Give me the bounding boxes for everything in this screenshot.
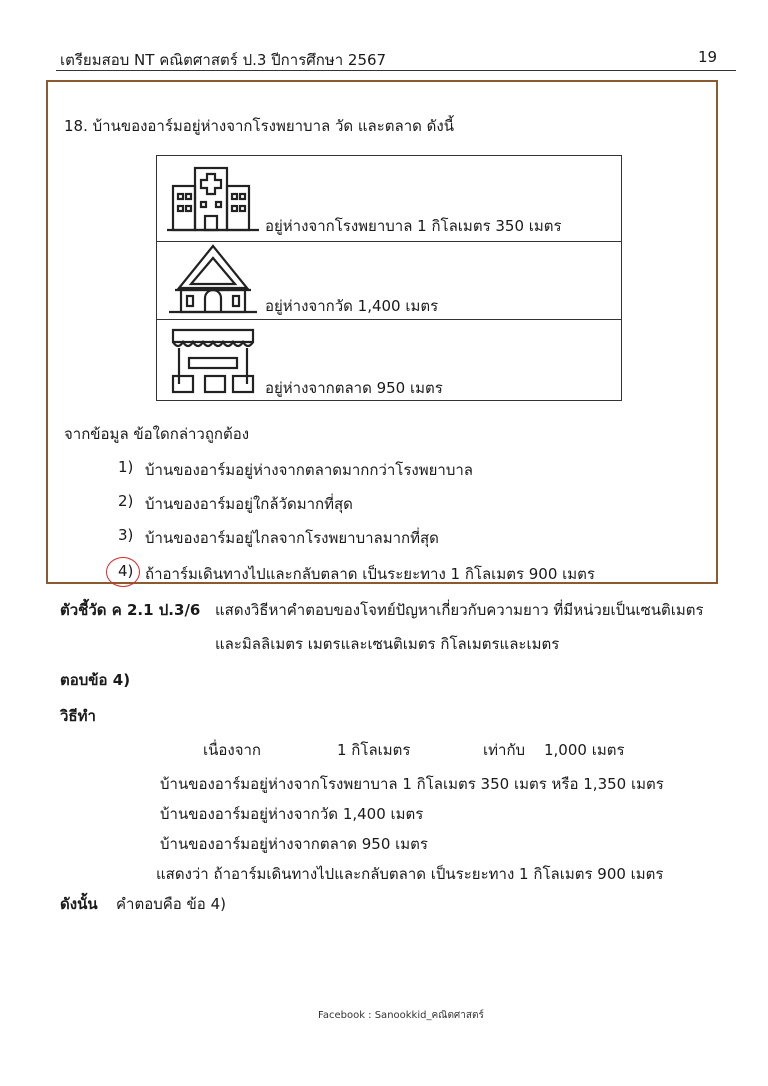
table-row [157,320,621,402]
method-unit-left: 1 กิโลเมตร [337,741,411,759]
hospital-distance-text: อยู่ห่างจากโรงพยาบาล 1 กิโลเมตร 350 เมตร [265,217,562,235]
indicator-line-2: และมิลลิเมตร เมตรและเซนติเมตร กิโลเมตรและเมตร [215,635,560,653]
conclusion-label: ดังนั้น [60,895,98,913]
market-icon [165,324,261,396]
market-distance-text: อยู่ห่างจากตลาด 950 เมตร [265,379,443,397]
table-row [157,156,621,242]
question-prompt: จากข้อมูล ข้อใดกล่าวถูกต้อง [64,425,250,443]
option-3-number: 3) [118,526,134,544]
option-1-number: 1) [118,458,134,476]
method-unit-right: 1,000 เมตร [544,741,625,759]
indicator-label: ตัวชี้วัด ค 2.1 ป.3/6 [60,601,201,619]
option-1-text: บ้านของอาร์มอยู่ห่างจากตลาดมากกว่าโรงพยาบาล [145,461,473,479]
method-equals: เท่ากับ [483,741,526,759]
question-text: 18. บ้านของอาร์มอยู่ห่างจากโรงพยาบาล วัด และตลาด ดังนี้ [64,117,454,135]
temple-distance-text: อยู่ห่างจากวัด 1,400 เมตร [265,297,439,315]
option-2-number: 2) [118,492,134,510]
header-title: เตรียมสอบ NT คณิตศาสตร์ ป.3 ปีการศึกษา 2567 [60,51,387,69]
method-since: เนื่องจาก [203,741,262,759]
table-row [157,242,621,320]
method-label: วิธีทำ [60,707,96,725]
answer-circle-mark [106,557,140,587]
option-4-number: 4) [118,562,134,580]
option-3-text: บ้านของอาร์มอยู่ไกลจากโรงพยาบาลมากที่สุด [145,529,439,547]
header-rule [56,70,736,71]
option-2-text: บ้านของอาร์มอยู่ใกล้วัดมากที่สุด [145,495,353,513]
answer-label: ตอบข้อ 4) [60,671,131,689]
option-4-text: ถ้าอาร์มเดินทางไปและกลับตลาด เป็นระยะทาง 1 กิโลเมตร 900 เมตร [145,565,595,583]
method-line-4: แสดงว่า ถ้าอาร์มเดินทางไปและกลับตลาด เป็นระยะทาง 1 กิโลเมตร 900 เมตร [156,865,664,883]
temple-icon [165,244,261,316]
footer-credit: Facebook : Sanookkid_คณิตศาสตร์ [318,1010,484,1021]
method-line-3: บ้านของอาร์มอยู่ห่างจากตลาด 950 เมตร [160,835,428,853]
method-line-1: บ้านของอาร์มอยู่ห่างจากโรงพยาบาล 1 กิโลเมตร 350 เมตร หรือ 1,350 เมตร [160,775,664,793]
distance-table [156,155,622,401]
hospital-icon [165,162,261,234]
conclusion-text: คำตอบคือ ข้อ 4) [116,895,226,913]
indicator-line-1: แสดงวิธีหาคำตอบของโจทย์ปัญหาเกี่ยวกับความยาว ที่มีหน่วยเป็นเซนติเมตร [215,601,704,619]
method-line-2: บ้านของอาร์มอยู่ห่างจากวัด 1,400 เมตร [160,805,424,823]
page-number: 19 [698,48,718,66]
